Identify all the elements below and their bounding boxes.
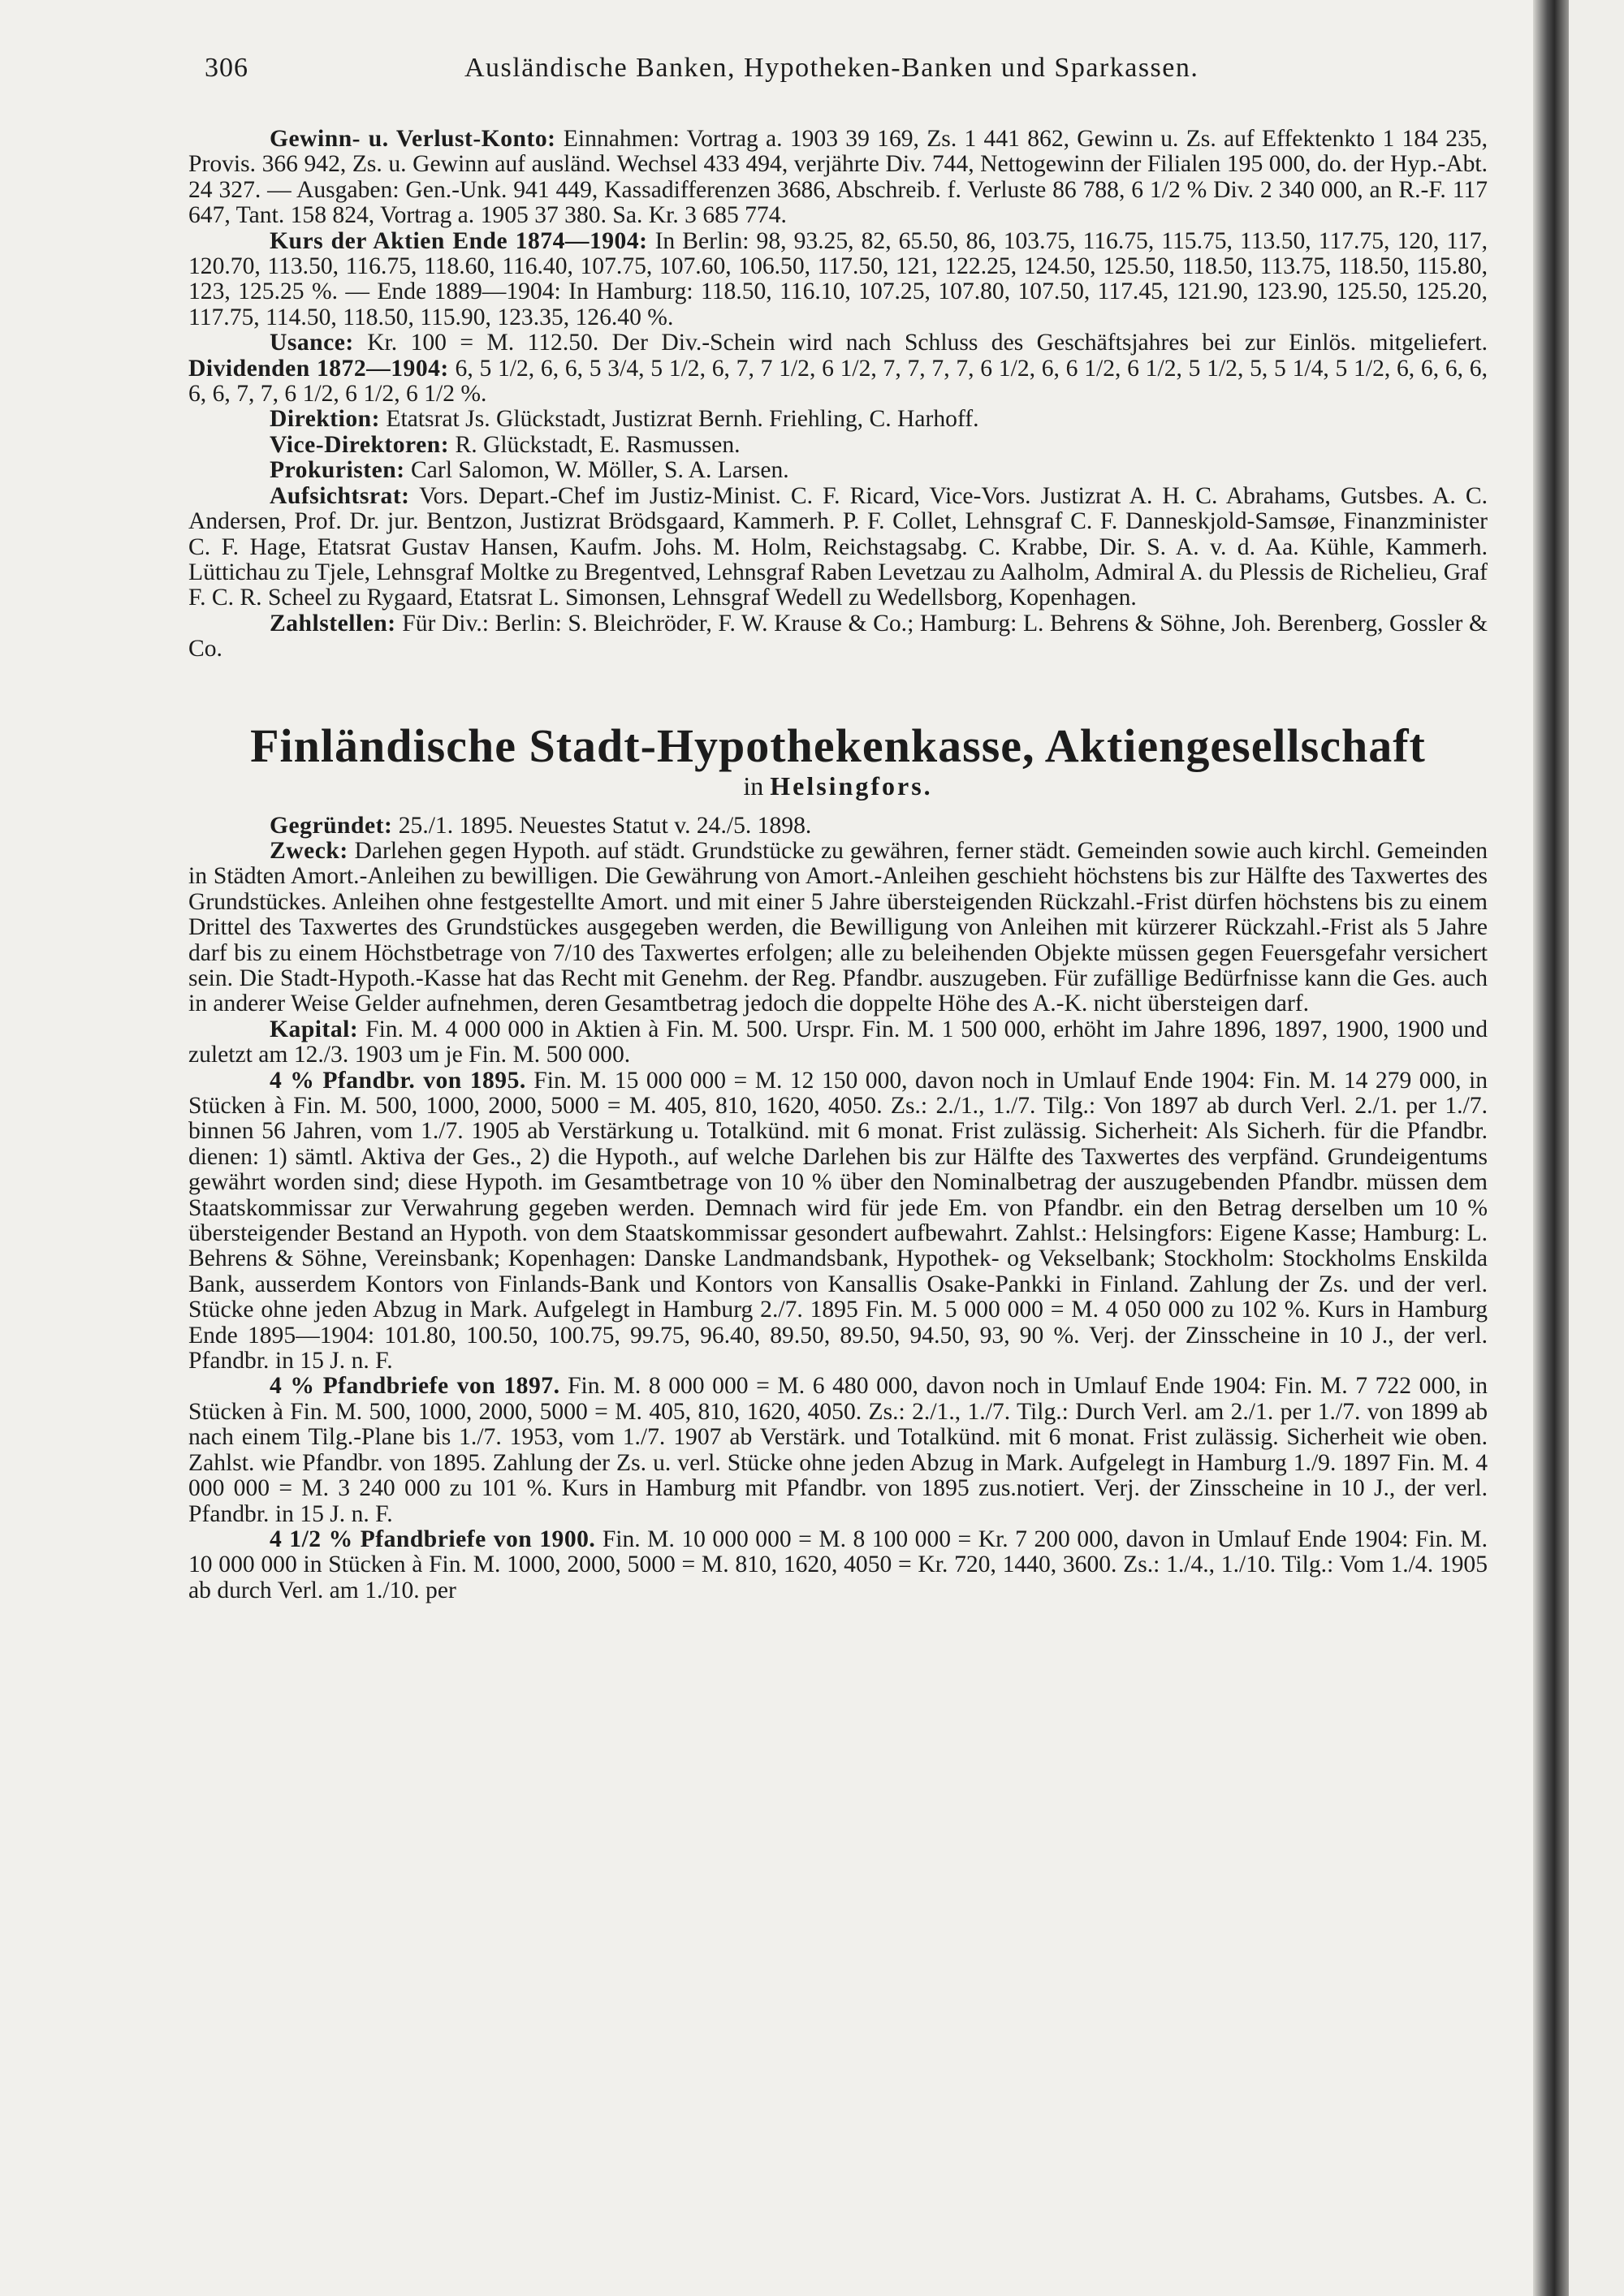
pfandbr-1900-paragraph	[188, 1527, 1488, 1603]
gegruendet-paragraph	[188, 814, 1488, 839]
adjacent-page-strip	[1569, 0, 1624, 2296]
zahlstellen-text: Für Div.: Berlin: S. Bleichröder, F. W. Krause & Co.; Hamburg: L. Behrens & Söhne, Joh. Berenberg, Gossler & Co.	[188, 610, 1488, 662]
zweck-text: Darlehen gegen Hypoth. auf städt. Grundstücke zu gewähren, ferner städt. Gemeinden sowie auch kirchl. Gemeinden in Städten Amort.-Anleihen zu bewilligen. Die Gewährung von Amort.-Anleihen geschieht höchstens bis zur Hälfte des Taxwertes des Grundstückes. Anleihen ohne festgestellte Amort. und mit einer 5 Jahre übersteigenden Rückzahl.-Frist dürfen höchstens bis zu einem Drittel des Taxwertes des Grundstückes ausgegeben werden, die Bewilligung von Anleihen mit kürzerer Rückzahl.-Frist als 5 Jahre darf bis zu einem Höchstbetrage von 7/10 des Taxwertes erfolgen; alle zu beleihenden Objekte müssen gegen Feuersgefahr versichert sein. Die Stadt-Hypoth.-Kasse hat das Recht mit Genehm. der Reg. Pfandbr. auszugeben. Für zufällige Bedürfnisse kann die Ges. auch in anderer Weise Gelder aufnehmen, deren Gesamtbetrag jedoch die doppelte Höhe des A.-K. nicht übersteigen darf.	[188, 837, 1488, 1017]
vice-direktoren-paragraph	[188, 433, 1488, 458]
kurs-text: In Berlin: 98, 93.25, 82, 65.50, 86, 103.75, 116.75, 115.75, 113.50, 117.75, 120, 117, 120.70, 113.50, 116.75, 118.60, 116.40, 107.75, 107.60, 106.50, 117.50, 121, 122.25, 124.50, 125.50, 118.50, 113.75, 118.50, 115.80, 123, 125.25 %. — Ende 1889—1904: In Hamburg: 118.50, 116.10, 107.25, 107.80, 107.50, 117.45, 121.90, 123.90, 125.50, 125.20, 117.75, 114.50, 118.50, 115.90, 123.35, 126.40 %.	[188, 227, 1488, 330]
gv-paragraph	[188, 127, 1488, 229]
zweck-paragraph	[188, 839, 1488, 1017]
pfandbr-1900-label: 4 1/2 % Pfandbriefe von 1900.	[270, 1526, 596, 1552]
page-column	[188, 52, 1488, 1603]
zahlstellen-label: Zahlstellen:	[270, 610, 396, 637]
prokuristen-label: Prokuristen:	[270, 457, 405, 484]
vice-direktoren-text: R. Glückstadt, E. Rasmussen.	[455, 431, 741, 458]
page-gutter-shadow	[1533, 0, 1569, 2296]
gv-label: Gewinn- u. Verlust-Konto:	[270, 126, 556, 152]
kurs-paragraph	[188, 229, 1488, 331]
aufsichtsrat-paragraph	[188, 484, 1488, 611]
usance-text: Kr. 100 = M. 112.50. Der Div.-Schein wird nach Schluss des Geschäftsjahres bei zur Einlös. mitgeliefert.	[367, 330, 1488, 356]
usance-paragraph	[188, 330, 1488, 407]
kapital-text: Fin. M. 4 000 000 in Aktien à Fin. M. 500. Urspr. Fin. M. 1 500 000, erhöht im Jahre 1896, 1897, 1900, 1900 und zuletzt am 12./3. 1903 um je Fin. M. 500 000.	[188, 1016, 1488, 1068]
location-prefix: in	[743, 770, 764, 801]
prokuristen-text: Carl Salomon, W. Möller, S. A. Larsen.	[410, 457, 789, 484]
gegruendet-text: 25./1. 1895. Neuestes Statut v. 24./5. 1898.	[398, 812, 812, 839]
kapital-label: Kapital:	[270, 1016, 359, 1042]
pfandbr-1897-text: Fin. M. 8 000 000 = M. 6 480 000, davon noch in Umlauf Ende 1904: Fin. M. 7 722 000, in Stücken à Fin. M. 500, 1000, 2000, 5000 = M. 405, 810, 1620, 4050. Zs.: 2./1., 1./7. Tilg.: Durch Verl. am 2./1. per 1./7. von 1899 ab nach einem Tilg.-Plane bis 1./7. 1953, vom 1./7. 1907 ab Verstärk. und Totalkünd. mit 6 monat. Frist zulässig. Sicherheit wie oben. Zahlst. wie Pfandbr. von 1895. Zahlung der Zs. u. verl. Stücke ohne jeden Abzug in Mark. Aufgelegt in Hamburg 1./9. 1897 Fin. M. 4 000 000 = M. 3 240 000 zu 101 %. Kurs in Hamburg mit Pfandbr. von 1895 zus.notiert. Verj. der Zinsscheine in 10 J., der verl. Pfandbr. in 15 J. n. F.	[188, 1373, 1488, 1527]
dividends-text: 6, 5 1/2, 6, 6, 5 3/4, 5 1/2, 6, 7, 7 1/2, 6 1/2, 7, 7, 7, 7, 6 1/2, 6, 6 1/2, 6 1/2, 5 1/2, 5, 5 1/4, 5 1/2, 6, 6, 6, 6, 6, 6, 7, 7, 6 1/2, 6 1/2, 6 1/2 %.	[188, 355, 1488, 408]
vice-direktoren-label: Vice-Direktoren:	[270, 431, 450, 458]
page-number: 306	[205, 53, 248, 83]
pfandbr-1895-label: 4 % Pfandbr. von 1895.	[270, 1067, 526, 1094]
aufsichtsrat-label: Aufsichtsrat:	[270, 482, 410, 509]
company-location	[188, 771, 1488, 801]
dividends-label: Dividenden 1872—1904:	[188, 355, 449, 382]
location-city: Helsingfors.	[770, 770, 933, 801]
company-title: Finländische Stadt-Hypothekenkasse, Aktiengesellschaft	[250, 719, 1426, 772]
running-title: Ausländische Banken, Hypotheken-Banken und Sparkassen.	[464, 53, 1199, 83]
pfandbr-1900-text: Fin. M. 10 000 000 = M. 8 100 000 = Kr. 7 200 000, davon in Umlauf Ende 1904: Fin. M. 10 000 000 in Stücken à Fin. M. 1000, 2000, 5000 = M. 810, 1620, 4050 = Kr. 720, 1440, 3600. Zs.: 1./4., 1./10. Tilg.: Vom 1./4. 1905 ab durch Verl. am 1./10. per	[188, 1526, 1488, 1603]
pfandbr-1897-label: 4 % Pfandbriefe von 1897.	[270, 1373, 560, 1400]
direktion-text: Etatsrat Js. Glückstadt, Justizrat Bernh. Friehling, C. Harhoff.	[386, 406, 979, 433]
direktion-label: Direktion:	[270, 406, 380, 433]
zweck-label: Zweck:	[270, 837, 348, 864]
gegruendet-label: Gegründet:	[270, 812, 393, 839]
prokuristen-paragraph	[188, 458, 1488, 483]
pfandbr-1897-paragraph	[188, 1374, 1488, 1526]
gv-text: Einnahmen: Vortrag a. 1903 39 169, Zs. 1 441 862, Gewinn u. Zs. auf Effektenkto 1 184 235, Provis. 366 942, Zs. u. Gewinn auf ausländ. Wechsel 433 494, verjährte Div. 744, Nettogewinn der Filialen 195 000, do. der Hyp.-Abt. 24 327. — Ausgaben: Gen.-Unk. 941 449, Kassadifferenzen 3686, Abschreib. f. Verluste 86 788, 6 1/2 % Div. 2 340 000, an R.-F. 117 647, Tant. 158 824, Vortrag a. 1905 37 380. Sa. Kr. 3 685 774.	[188, 126, 1488, 229]
kurs-label: Kurs der Aktien Ende 1874—1904:	[270, 227, 648, 254]
kapital-paragraph	[188, 1017, 1488, 1068]
aufsichtsrat-text: Vors. Depart.-Chef im Justiz-Minist. C. F. Ricard, Vice-Vors. Justizrat A. H. C. Abrahams, Gutsbes. A. C. Andersen, Prof. Dr. jur. Bentzon, Justizrat Brödsgaard, Kammerh. P. F. Collet, Lehnsgraf C. F. Danneskjold-Samsøe, Finanzminister C. F. Hage, Etatsrat Gustav Hansen, Kaufm. Johs. M. Holm, Reichstagsabg. C. Krabbe, Dir. S. A. v. d. Aa. Kühle, Kammerh. Lüttichau zu Tjele, Lehnsgraf Moltke zu Bregentved, Lehnsgraf Raben Levetzau zu Aalholm, Admiral A. du Plessis de Richelieu, Graf F. C. R. Scheel zu Rygaard, Etatsrat L. Simonsen, Lehnsgraf Wedell zu Wedellsborg, Kopenhagen.	[188, 482, 1488, 611]
zahlstellen-paragraph	[188, 611, 1488, 662]
direktion-paragraph	[188, 407, 1488, 432]
pfandbr-1895-text: Fin. M. 15 000 000 = M. 12 150 000, davon noch in Umlauf Ende 1904: Fin. M. 14 279 000, in Stücken à Fin. M. 500, 1000, 2000, 5000 = M. 405, 810, 1620, 4050. Zs.: 2./1., 1./7. Tilg.: Von 1897 ab durch Verl. 2./1. per 1./7. binnen 56 Jahren, vom 1./7. 1905 ab Verstärkung u. Totalkünd. mit 6 monat. Frist zulässig. Sicherheit: Als Sicherh. für die Pfandbr. dienen: 1) sämtl. Aktiva der Ges., 2) die Hypoth., auf welche Darlehen bis zur Hälfte des Taxwertes des verpfänd. Grundeigentums gewährt worden sind; diese Hypoth. im Gesamtbetrage von 10 % über den Nominalbetrag der auszugebenden Pfandbr. müssen dem Staatskommissar zur Verwahrung gegeben werden. Demnach wird für jede Em. von Pfandbr. ein den Betrag derselben um 10 % übersteigender Bestand an Hypoth. von dem Staatskommissar gesondert aufbewahrt. Zahlst.: Helsingfors: Eigene Kasse; Hamburg: L. Behrens & Söhne, Vereinsbank; Kopenhagen: Danske Landmandsbank, Hypothek- og Vekselbank; Stockholm: Stockholms Enskilda Bank, ausserdem Kontors von Finlands-Bank und Kontors von Kansallis Osake-Pankki in Finland. Zahlung der Zs. und der verl. Stücke ohne jeden Abzug in Mark. Aufgelegt in Hamburg 2./7. 1895 Fin. M. 5 000 000 = M. 4 050 000 zu 102 %. Kurs in Hamburg Ende 1895—1904: 101.80, 100.50, 100.75, 99.75, 96.40, 89.50, 89.50, 94.50, 93, 90 %. Verj. der Zinsscheine in 10 J., der verl. Pfandbr. in 15 J. n. F.	[188, 1067, 1488, 1375]
pfandbr-1895-paragraph	[188, 1068, 1488, 1375]
running-header	[188, 52, 1488, 84]
usance-label: Usance:	[270, 330, 354, 356]
